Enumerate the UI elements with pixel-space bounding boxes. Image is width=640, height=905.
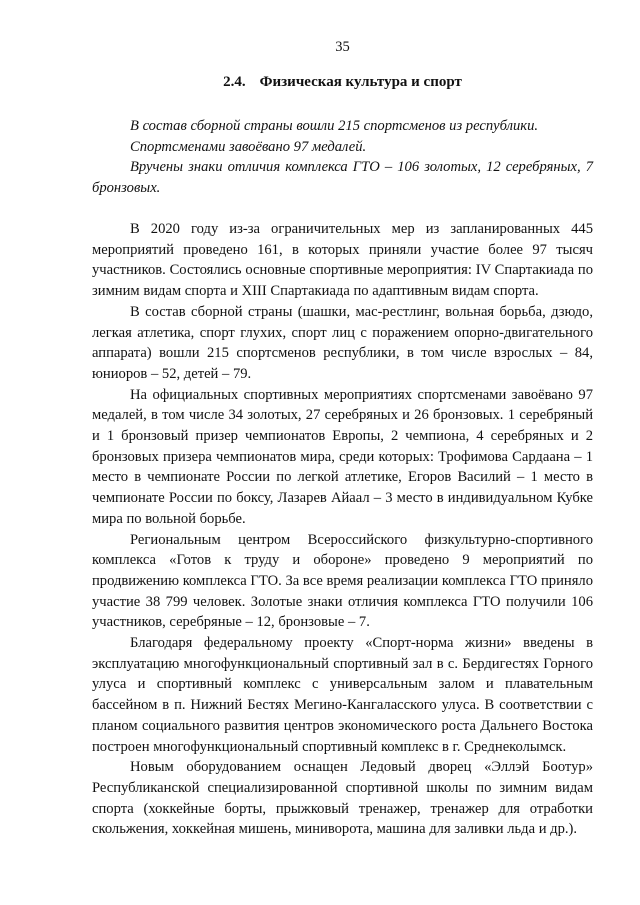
highlights-block xyxy=(92,116,593,198)
section-number: 2.4. xyxy=(223,74,246,90)
section-title: Физическая культура и спорт xyxy=(259,74,462,90)
paragraph: Региональным центром Всероссийского физкультурно-спортивного комплекса «Готов к труду и обороне» проведено 9 мероприятий по продвижению комплекса ГТО. За все время реализации комплекса ГТО приняло участие 38 799 человек. Золотые знаки отличия комплекса ГТО получили 106 участников, серебряные – 12, бронзовые – 7. xyxy=(92,531,593,631)
section-heading xyxy=(92,73,593,92)
highlight-line: Спортсменами завоёвано 97 медалей. xyxy=(130,138,367,155)
paragraph: Благодаря федеральному проекту «Спорт-норма жизни» введены в эксплуатацию многофункциональный спортивный зал в с. Бердигестях Горного улуса и спортивный комплекс с универсальным залом и плавательным бассейном в п. Нижний Бестях Мегино-Кангаласского улуса. В соответствии с планом социального развития центров экономического роста Дальнего Востока построен многофункциональный спортивный комплекс в г. Среднеколымск. xyxy=(92,635,593,755)
body-text xyxy=(92,219,593,840)
highlight-line: В состав сборной страны вошли 215 спортсменов из республики. xyxy=(130,118,539,134)
highlight-line: Вручены знаки отличия комплекса ГТО – 106 золотых, 12 серебряных, 7 бронзовых. xyxy=(92,159,593,196)
paragraph: В состав сборной страны (шашки, мас-рестлинг, вольная борьба, дзюдо, легкая атлетика, спорт глухих, спорт лиц с поражением опорно-двигательного аппарата) вошли 215 спортсменов республики, в том числе взрослых – 84, юниоров – 52, детей – 79. xyxy=(92,303,593,382)
paragraph: В 2020 году из-за ограничительных мер из запланированных 445 мероприятий проведено 161, в которых приняли участие более 97 тысяч участников. Состоялись основные спортивные мероприятия: IV Спартакиада по зимним видам спорта и XIII Спартакиада по адаптивным видам спорта. xyxy=(92,221,593,300)
page-number: 35 xyxy=(335,39,350,55)
paragraph: На официальных спортивных мероприятиях спортсменами завоёвано 97 медалей, в том числе 34 золотых, 27 серебряных и 26 бронзовых. 1 серебряный и 1 бронзовый призер чемпионатов Европы, 2 чемпиона, 4 серебряных и 2 бронзовых призера чемпионатов мира, среди которых: Трофимова Сардаана – 1 место в чемпионате России по легкой атлетике, Егоров Василий – 1 место в чемпионате России по боксу, Лазарев Айаал – 3 место в индивидуальном Кубке мира по вольной борьбе. xyxy=(92,386,593,527)
paragraph: Новым оборудованием оснащен Ледовый дворец «Эллэй Боотур» Республиканской специализированной спортивной школы по зимним видам спорта (хоккейные борты, прыжковый тренажер, тренажер для отработки скольжения, хоккейная мишень, миниворота, машина для заливки льда и др.). xyxy=(92,759,593,838)
